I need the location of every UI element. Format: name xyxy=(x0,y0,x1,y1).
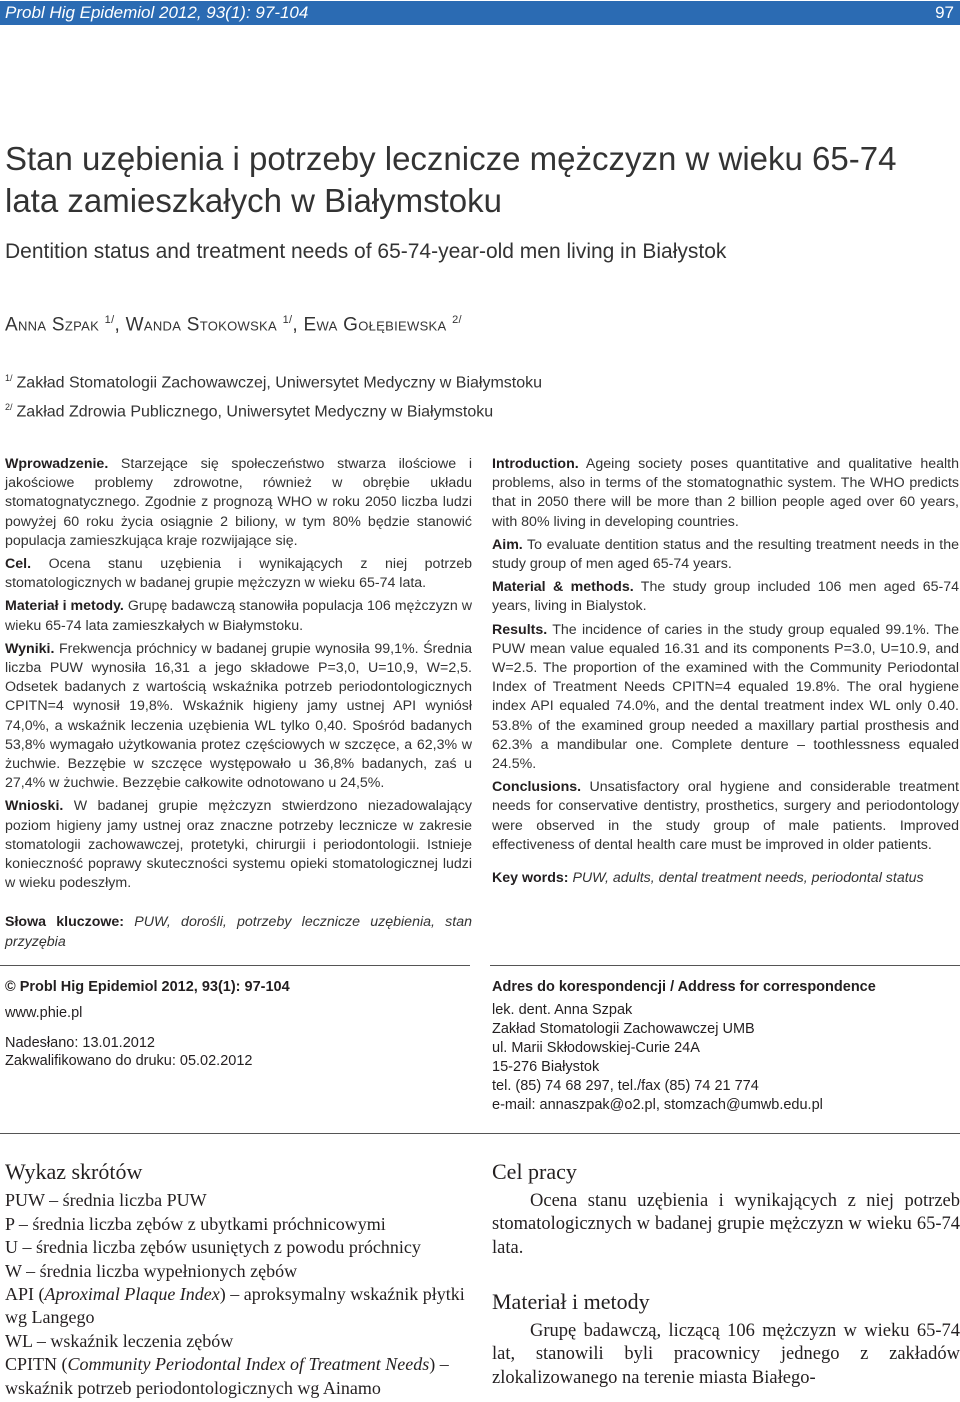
abbreviation-item: W – średnia liczba wypełnionych zębów xyxy=(5,1260,298,1281)
abstract-polish xyxy=(5,455,472,956)
keywords-english xyxy=(492,869,959,888)
abstract-section xyxy=(5,555,472,593)
keywords-label: Key words: xyxy=(492,870,569,887)
author-affiliation-mark: 2/ xyxy=(452,314,462,326)
abstract-section xyxy=(5,455,472,551)
bibliographic-info xyxy=(5,978,475,1070)
divider xyxy=(0,965,470,966)
cpitn-definition: ) – wskaźnik potrzeb periodontologicznych wg Ainamo xyxy=(5,1354,449,1398)
correspondence-heading: Adres do korespondencji / Address for correspondence xyxy=(492,979,876,995)
citation xyxy=(5,978,475,996)
abstract-section xyxy=(492,778,959,855)
section-label: Material & methods. xyxy=(492,579,634,596)
correspondence-line: tel. (85) 74 68 297, tel./fax (85) 74 21 774 xyxy=(492,1078,759,1094)
abbreviation-item xyxy=(5,1283,475,1330)
author-name: Ewa Gołębiewska xyxy=(303,314,447,336)
author-name: Wanda Stokowska xyxy=(125,314,277,336)
keywords-text: PUW, dorośli, potrzeby lecznicze uzębienia, stan przyzębia xyxy=(5,914,472,950)
section-label: Conclusions. xyxy=(492,779,582,796)
correspondence-line: 15-276 Białystok xyxy=(492,1059,600,1075)
api-prefix: API ( xyxy=(5,1284,45,1305)
abstract-section xyxy=(492,621,959,775)
section-text: W badanej grupie mężczyzn stwierdzono niezadowalający poziom higieny jamy ustnej oraz znaczne potrzeby lecznicze w zakresie stomatologii zachowawczej, protetyki, chirurgii i periodontologii. Istnieje konieczność poprawy skuteczności systemu opieki stomatologicznej ludzi w wieku podeszłym. xyxy=(5,798,472,892)
section-text: The incidence of caries in the study group equaled 99.1%. The PUW mean value equaled 16.31 and its components P=3.0, U=10.9, and W=2.5. The proportion of the examined with the Community Periodontal Index of Treatment Needs CPITN=4 equaled 19.8%. The oral hygiene index API equaled 74.0%, and the dental treatment index WL only 0.40. 53.8% of the examined group needed a maxillary partial prosthesis and 62.3% a mandibular one. Complete denture – toothlessness equaled 24.5%. xyxy=(492,621,959,773)
abstract-section xyxy=(492,578,959,616)
keywords-polish xyxy=(5,913,472,951)
section-text: Unsatisfactory oral hygiene and considerable treatment needs for conservative dentistry, prosthetics, surgery and periodontology were observed in the study group of male patients. Improved effectiveness of dental health care must be improved in older patients. xyxy=(492,779,959,853)
aim-heading: Cel pracy xyxy=(492,1159,577,1184)
abstract-section xyxy=(5,640,472,794)
correspondence xyxy=(492,978,960,1115)
section-label: Aim. xyxy=(492,536,523,553)
abstract-english xyxy=(492,455,959,892)
correspondence-line: lek. dent. Anna Szpak xyxy=(492,1002,633,1018)
author-list: Anna Szpak $^{1/}$, Wanda Stokowska $^{1/}$, Ewa Gołębiewska $^{2/}$ xyxy=(5,314,462,336)
section-text: Ocena stanu uzębienia i wynikających z niej potrzeb stomatologicznych w badanej grupie mężczyzn w wieku 65-74 lata. xyxy=(5,556,472,592)
abbreviation-item: WL – wskaźnik leczenia zębów xyxy=(5,1330,234,1351)
abstract-section xyxy=(492,536,959,574)
aim-section xyxy=(492,1160,960,1260)
api-term: Aproximal Plaque Index xyxy=(44,1284,220,1305)
abstract-section xyxy=(5,797,472,893)
section-label: Cel. xyxy=(5,556,32,573)
cpitn-prefix: CPITN ( xyxy=(5,1354,68,1375)
section-label: Introduction. xyxy=(492,456,579,472)
correspondence-line: e-mail: annaszpak@o2.pl, stomzach@umwb.edu.pl xyxy=(492,1097,823,1113)
section-label: Wyniki. xyxy=(5,640,55,657)
section-text: Frekwencja próchnicy w badanej grupie wynosiła 99,1%. Średnia liczba PUW wynosiła 16,31 a jego składowe P=3,0, U=10,9, W=2,5. Odsetek badanych z wartością wskaźnika potrzeb periodontologicznych CPITN=4 wynosił 19,8%. Wskaźnik higieny jamy ustnej API wyniósł 74,0%, a wskaźnik leczenia uzębienia WL tylko 0,40. Spośród badanych 53,8% wymagało użytkowania protez częściowych w szczęce, a 62,3% w żuchwie. Bezzębie w szczęce występowało u 36,8% badanych, zaś u 27,4% w żuchwie. Bezzębie całkowite odnotowano u 24,5%. xyxy=(5,640,472,792)
received-date: Nadesłano: 13.01.2012 xyxy=(5,1035,155,1051)
affiliation-mark: 1/ xyxy=(5,373,13,383)
section-text: Grupę badawczą stanowiła populacja 106 mężczyzn w wieku 65-74 lata zamieszkałych w Białymstoku. xyxy=(5,598,473,634)
section-text: To evaluate dentition status and the resulting treatment needs in the study group of men aged 65-74 years. xyxy=(492,536,959,573)
affiliations xyxy=(5,366,542,425)
methods-heading: Materiał i metody xyxy=(492,1289,650,1314)
section-label: Wprowadzenie. xyxy=(5,456,109,472)
keywords-text: PUW, adults, dental treatment needs, periodontal status xyxy=(572,870,924,887)
abbreviation-item: P – średnia liczba zębów z ubytkami próchnicowymi xyxy=(5,1213,386,1234)
methods-section xyxy=(492,1290,960,1390)
methods-text: Grupę badawczą, liczącą 106 mężczyzn w wieku 65-74 lat, stanowili byli pracownicy jednego z zakładów zlokalizowanego na terenie miasta Białego- xyxy=(492,1320,960,1388)
abbreviation-item xyxy=(5,1353,475,1400)
api-definition: ) – aproksymalny wskaźnik płytki wg Langego xyxy=(5,1284,465,1328)
abbreviation-item: PUW – średnia liczba PUW xyxy=(5,1190,207,1211)
abbreviations-heading: Wykaz skrótów xyxy=(5,1159,143,1184)
author-affiliation-mark: 1/ xyxy=(104,314,115,326)
abbreviation-item: U – średnia liczba zębów usuniętych z powodu próchnicy xyxy=(5,1237,421,1258)
citation-text: Probl Hig Epidemiol 2012, 93(1): 97-104 xyxy=(19,979,290,995)
author-name: Anna Szpak xyxy=(5,314,100,336)
abbreviations-list xyxy=(5,1160,475,1400)
affiliation-mark: 2/ xyxy=(5,402,13,413)
article-title: Stan uzębienia i potrzeby lecznicze mężczyzn w wieku 65-74 lata zamieszkałych w Białymstoku xyxy=(5,140,897,219)
affiliation-text: Zakład Zdrowia Publicznego, Uniwersytet Medyczny w Białymstoku xyxy=(16,403,494,421)
copyright-icon: © xyxy=(5,979,16,995)
article-subtitle: Dentition status and treatment needs of 65-74-year-old men living in Białystok xyxy=(5,240,727,263)
journal-website: www.phie.pl xyxy=(5,1005,83,1021)
abstract-section xyxy=(5,597,472,635)
aim-text: Ocena stanu uzębienia i wynikających z niej potrzeb stomatologicznych w badanej grupie mężczyzn w wieku 65-74 lata. xyxy=(492,1190,960,1258)
section-text: The study group included 106 men aged 65-74 years, living in Bialystok. xyxy=(492,579,959,615)
affiliation xyxy=(5,395,542,424)
section-label: Materiał i metody. xyxy=(5,598,124,615)
keywords-label: Słowa kluczowe: xyxy=(5,914,125,931)
accepted-date: Zakwalifikowano do druku: 05.02.2012 xyxy=(5,1053,253,1069)
affiliation-text: Zakład Stomatologii Zachowawczej, Uniwersytet Medyczny w Białymstoku xyxy=(16,374,543,392)
divider xyxy=(490,965,960,966)
divider xyxy=(0,1133,960,1134)
affiliation xyxy=(5,366,542,395)
section-text: Starzejące się społeczeństwo stwarza ilościowe i jakościowe problemy zdrowotne, również w obrębie układu stomatognatycznego. Zgodnie z prognozą WHO w roku 2050 liczba ludzi powyżej 60 roku życia osiągnie 2 biliony, w tym 80% będzie stanowić populacja zamieszkująca kraje rozwijające się. xyxy=(5,456,472,549)
abstract-section xyxy=(492,455,959,532)
cpitn-term: Community Periodontal Index of Treatment Needs xyxy=(67,1354,430,1375)
page-number: 97 xyxy=(935,3,954,22)
section-label: Results. xyxy=(492,621,548,638)
journal-citation: Probl Hig Epidemiol 2012, 93(1): 97-104 xyxy=(5,3,309,22)
correspondence-line: ul. Marii Skłodowskiej-Curie 24A xyxy=(492,1040,700,1056)
section-text: Ageing society poses quantitative and qualitative health problems, also in terms of the stomatognathic system. The WHO predicts that in 2050 there will be more than 2 billion people aged over 60 years, with 80% living in developing countries. xyxy=(492,456,959,530)
running-head xyxy=(0,1,960,25)
section-label: Wnioski. xyxy=(5,798,64,815)
correspondence-line: Zakład Stomatologii Zachowawczej UMB xyxy=(492,1021,755,1037)
author-affiliation-mark: 1/ xyxy=(282,314,293,326)
